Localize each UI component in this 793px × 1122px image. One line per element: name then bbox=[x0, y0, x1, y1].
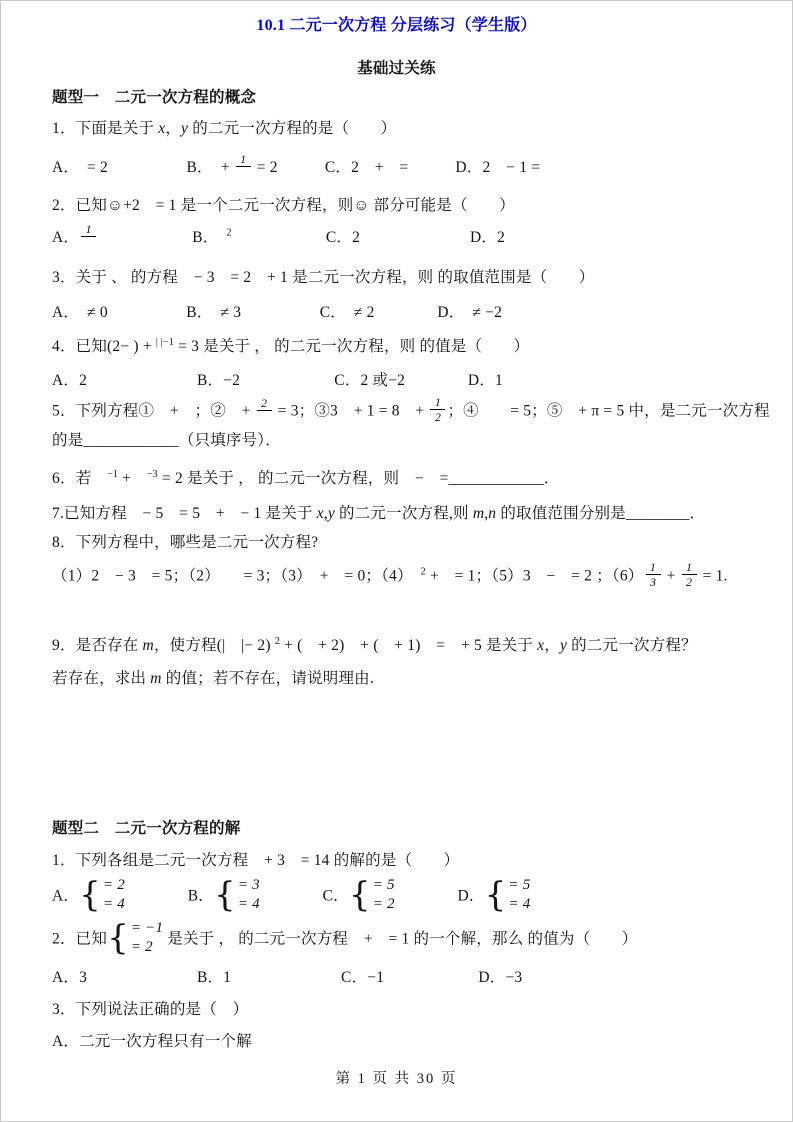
math-variable: y bbox=[559, 637, 568, 654]
text-run: + = 1；（5）3 − = 2 ；（6） bbox=[425, 567, 644, 585]
fraction-numerator: 1 bbox=[236, 152, 251, 167]
math-variable: x bbox=[537, 637, 545, 654]
system-row: = 5 bbox=[372, 877, 395, 893]
text-run: A． bbox=[52, 228, 80, 246]
system-row: = 2 bbox=[130, 939, 153, 955]
curly-brace-icon: { bbox=[348, 875, 371, 915]
math-variable: x bbox=[316, 505, 324, 522]
s2-q3-stem: 3．下列说法正确的是（ ） bbox=[52, 1001, 249, 1018]
text-run: = 2 是关于 ， 的二元一次方程，则 − =____________． bbox=[157, 470, 560, 487]
s2-q3-option-a: A．二元一次方程只有一个解 bbox=[52, 1033, 252, 1050]
text-run: B． bbox=[124, 887, 214, 905]
text-run: = 1. bbox=[698, 567, 728, 585]
superscript: 2 bbox=[420, 566, 426, 578]
section2-heading: 题型二 二元一次方程的解 bbox=[52, 820, 241, 837]
section1-heading: 题型一 二元一次方程的概念 bbox=[52, 89, 257, 106]
s1-q3-options: A． ≠ 0 B． ≠ 3 C． ≠ 2 D． ≠ −2 bbox=[52, 304, 503, 321]
s1-q1-options bbox=[52, 154, 540, 182]
s1-q2-stem: 2．已知☺+2 = 1 是一个二元一次方程，则☺ 部分可能是（ ） bbox=[52, 197, 515, 214]
text-run: 9．是否存在 bbox=[52, 637, 143, 654]
s2-q1-options bbox=[52, 875, 531, 916]
equation-system bbox=[349, 876, 395, 914]
fraction-numerator: 1 bbox=[81, 222, 96, 237]
s2-q2-stem bbox=[52, 918, 638, 959]
fraction bbox=[430, 395, 445, 425]
math-variable: m bbox=[142, 637, 154, 654]
system-row: = −1 bbox=[130, 920, 164, 936]
math-variable: y bbox=[181, 120, 189, 137]
s1-q5-line2: 的是____________（只填序号）． bbox=[52, 432, 281, 449]
doc-subtitle: 基础过关练 bbox=[357, 60, 436, 77]
fraction-denominator bbox=[81, 237, 96, 250]
text-run: D． bbox=[394, 887, 485, 905]
fraction bbox=[81, 222, 96, 250]
superscript: −3 bbox=[146, 468, 158, 480]
superscript: 2 bbox=[274, 635, 281, 647]
curly-brace-icon: { bbox=[107, 918, 129, 958]
text-run: ，使方程(| |− 2) bbox=[153, 637, 275, 654]
s1-q5-line1 bbox=[52, 397, 770, 427]
curly-brace-icon: { bbox=[79, 875, 101, 915]
text-run: = 2 C．2 + = D．2 − 1 = bbox=[252, 158, 541, 176]
math-variable: m bbox=[472, 505, 485, 522]
text-run: 4．已知(2− ) + bbox=[52, 338, 156, 355]
text-run: + bbox=[662, 567, 680, 585]
curly-brace-icon: { bbox=[213, 875, 236, 915]
text-run: 5．下列方程① + ；② + bbox=[52, 402, 255, 420]
text-run: 7.已知方程 − 5 = 5 + − 1 是关于 bbox=[52, 505, 317, 522]
fraction-numerator: 1 bbox=[430, 395, 445, 410]
s2-q1-stem: 1．下列各组是二元一次方程 + 3 = 14 的解的是（ ） bbox=[52, 852, 460, 869]
s1-q6 bbox=[52, 468, 560, 490]
text-run: = 3；③3 + 1 = 8 + bbox=[273, 402, 429, 420]
s2-q2-options: A．3 B．1 C．−1 D．−3 bbox=[52, 969, 523, 986]
fraction-numerator: 1 bbox=[682, 560, 697, 575]
equation-system bbox=[79, 876, 125, 914]
fraction-denominator bbox=[236, 167, 251, 180]
text-run: 的二元一次方程的是（ ） bbox=[188, 120, 397, 137]
fraction-denominator: 2 bbox=[434, 410, 442, 425]
equation-system bbox=[214, 876, 260, 914]
system-row: = 4 bbox=[237, 896, 260, 912]
s1-q1-stem bbox=[52, 118, 396, 140]
math-variable: x bbox=[158, 120, 166, 137]
fraction bbox=[236, 152, 251, 180]
fraction-numerator: 1 bbox=[646, 560, 661, 575]
text-run: ；④ = 5；⑤ + π = 5 中，是二元一次方程 bbox=[447, 402, 770, 420]
superscript: | |−1 bbox=[155, 336, 174, 348]
equation-system bbox=[485, 876, 531, 914]
text-run: 的值；若不存在，请说明理由. bbox=[161, 670, 374, 687]
system-row: = 5 bbox=[508, 877, 531, 893]
s1-q4-stem bbox=[52, 336, 529, 358]
fraction bbox=[646, 560, 661, 590]
curly-brace-icon: { bbox=[484, 875, 507, 915]
system-row: = 2 bbox=[372, 896, 395, 912]
text-run: C．2 D．2 bbox=[231, 228, 506, 246]
system-row: = 3 bbox=[237, 877, 260, 893]
text-run: 的二元一次方程,则 bbox=[334, 505, 473, 522]
text-run: ， bbox=[165, 120, 182, 137]
text-run: , bbox=[484, 505, 489, 522]
s1-q9-line1 bbox=[52, 635, 697, 657]
text-run: 的二元一次方程？ bbox=[567, 637, 697, 654]
system-rows bbox=[238, 876, 260, 914]
text-run: 是关于 ， 的二元一次方程 + = 1 的一个解，那么 的值为（ ） bbox=[163, 930, 638, 948]
math-variable: y bbox=[327, 505, 335, 522]
math-variable: m bbox=[150, 670, 162, 687]
footer-page-number: 第 1 页 共 30 页 bbox=[335, 1071, 458, 1087]
text-run: A． bbox=[52, 887, 80, 905]
s1-q3-stem: 3．关于 、 的方程 − 3 = 2 + 1 是二元一次方程，则 的取值范围是（ ） bbox=[52, 269, 595, 286]
system-rows bbox=[103, 876, 125, 914]
doc-title: 10.1 二元一次方程 分层练习（学生版） bbox=[256, 17, 537, 34]
superscript: 2 bbox=[226, 227, 232, 239]
text-run: 的取值范围分别是________． bbox=[496, 505, 706, 522]
fraction bbox=[682, 560, 697, 590]
text-run: + bbox=[118, 470, 147, 487]
fraction-denominator bbox=[257, 411, 272, 424]
text-run: + ( + 2) + ( + 1) = + 5 是关于 bbox=[280, 637, 538, 654]
system-row: = 2 bbox=[102, 877, 125, 893]
fraction bbox=[257, 396, 272, 424]
text-run: B． bbox=[98, 228, 227, 246]
text-run: C． bbox=[259, 887, 349, 905]
text-run: 2．已知 bbox=[52, 930, 108, 948]
s1-q4-options: A．2 B．−2 C．2 或−2 D．1 bbox=[52, 372, 503, 389]
text-run: 6．若 bbox=[52, 470, 108, 487]
fraction-denominator: 2 bbox=[685, 575, 693, 590]
fraction-numerator: 2 bbox=[257, 396, 272, 411]
fraction-denominator: 3 bbox=[649, 575, 657, 590]
superscript: −1 bbox=[107, 468, 119, 480]
text-run: = 3 是关于 ， 的二元一次方程，则 的值是（ ） bbox=[174, 338, 530, 355]
text-run: ， bbox=[544, 637, 560, 654]
text-run: （1）2 − 3 = 5；（2） = 3；（3） + = 0；（4） bbox=[52, 567, 421, 585]
text-run: , bbox=[323, 505, 328, 522]
s1-q2-options bbox=[52, 224, 505, 252]
system-rows bbox=[131, 919, 163, 957]
text-run: A． = 2 B． + bbox=[52, 158, 234, 176]
system-rows bbox=[508, 876, 530, 914]
s1-q7 bbox=[52, 503, 705, 525]
equation-system bbox=[107, 919, 163, 957]
system-row: = 4 bbox=[508, 896, 531, 912]
system-rows bbox=[373, 876, 395, 914]
text-run: 1．下面是关于 bbox=[52, 120, 159, 137]
s1-q8-items bbox=[52, 562, 728, 592]
math-variable: n bbox=[488, 505, 497, 522]
text-run: 若存在，求出 bbox=[52, 670, 151, 687]
system-row: = 4 bbox=[102, 896, 125, 912]
s1-q8-stem: 8．下列方程中，哪些是二元一次方程? bbox=[52, 534, 319, 551]
s1-q9-line2 bbox=[52, 668, 374, 690]
